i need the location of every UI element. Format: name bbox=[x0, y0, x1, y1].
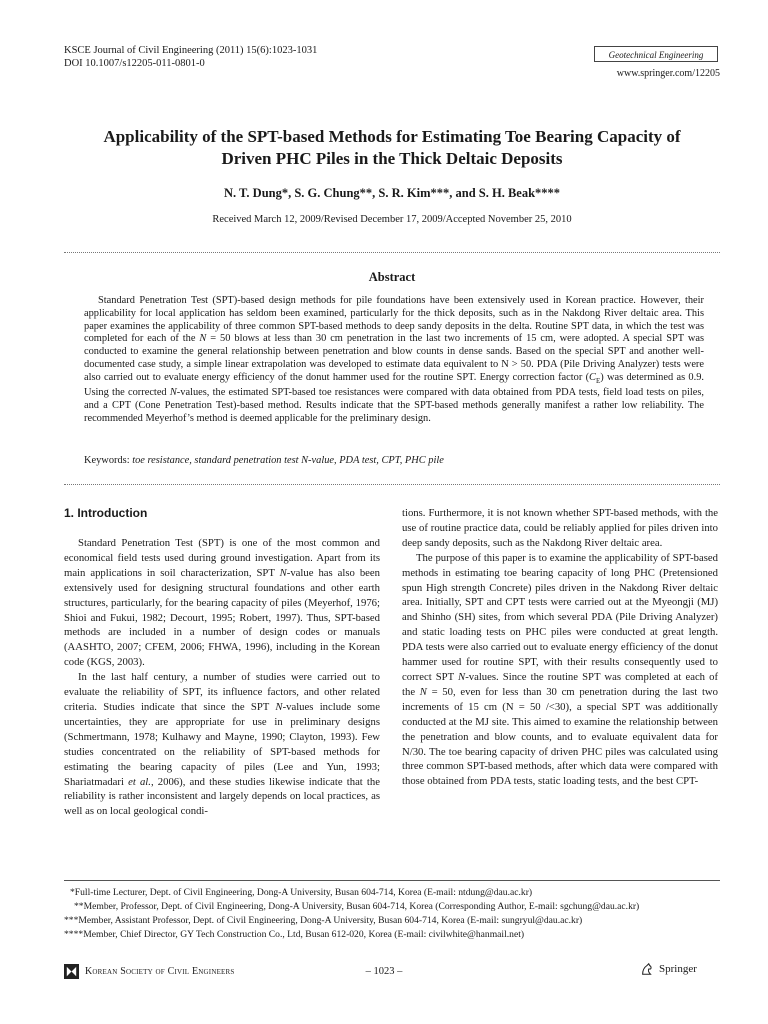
section-box: Geotechnical Engineering bbox=[594, 46, 718, 62]
abstract-heading: Abstract bbox=[368, 270, 416, 284]
ksce-logo bbox=[64, 964, 235, 979]
section-heading-introduction: 1. Introduction bbox=[64, 506, 148, 520]
footnote: ***Member, Assistant Professor, Dept. of Civil Engineering, Dong-A University, Busan 604-714, Korea (E-mail: sungryul@dau.ac.kr) bbox=[64, 915, 583, 926]
ksce-emblem-icon bbox=[64, 964, 79, 979]
abstract-body bbox=[84, 295, 704, 426]
keywords bbox=[84, 455, 704, 466]
keywords-label: Keywords: bbox=[84, 455, 133, 466]
abstract-paragraph: Standard Penetration Test (SPT)-based design methods for pile foundations have been extensively used in Korean practice. However, their applicability for local application has seldom been examined, particularly for the thick deposits, such as in the Nakdong River deltaic area. This paper examines the applicability of three common SPT-based methods to deep sandy deposits in the delta. Routine SPT data, in which the test was completed for each of the N = 50 blows at less than 30 cm penetration in the last two increments of 15 cm, were adopted. A special SPT was conducted to examine the general relationship between penetration and blow counts in dense sands. Based on the special SPT and another well-documented case study, a simple linear extrapolation was developed to estimate data equivalent to N > 50. PDA (Pile Driving Analyzer) tests were also carried out to evaluate energy efficiency of the donut hammer used for the routine SPT. Energy correction factor $(C_E)$ was determined as 0.9. Using the corrected N-values, the estimated SPT-based toe resistances were compared with data obtained from PDA tests, field load tests on piles, and a CPT (Cone Penetration Test)-based method. Results indicate that the SPT-based methods generally manifest a rather low reliability. The recommended Meyerhof’s method is deemed applicable for the preliminary design. bbox=[84, 295, 704, 424]
left-column bbox=[64, 506, 380, 819]
springer-logo bbox=[640, 962, 697, 976]
springer-horse-icon bbox=[640, 962, 654, 976]
title-line-2: Driven PHC Piles in the Thick Deltaic Deposits bbox=[221, 149, 563, 168]
publisher-name: Springer bbox=[659, 963, 697, 975]
society-name: Korean Society of Civil Engineers bbox=[85, 966, 235, 977]
right-column bbox=[402, 506, 718, 789]
page-number: – 1023 – bbox=[365, 966, 403, 977]
intro-paragraph-2: In the last half century, a number of studies were carried out to evaluate the reliability of SPT, its influence factors, and other related criteria. Studies indicate that since the SPT N-values include some uncertainties, they are appropriate for use in preliminary designs (Schmertmann, 1978; Kulhawy and Mayne, 1990; Clayton, 1993). Few studies concentrated on the reliability of SPT-based methods for estimating the bearing capacity of piles (Lee and Yun, 1993; Shariatmadari et al., 2006), and these studies likewise indicate that the reliability is rather inconsistent and largely depends on local practices, as well as on local geological condi- bbox=[64, 671, 380, 818]
paper-title bbox=[64, 126, 720, 170]
received-dates: Received March 12, 2009/Revised December 17, 2009/Accepted November 25, 2010 bbox=[212, 214, 572, 225]
journal-header bbox=[64, 44, 317, 70]
footnote: ****Member, Chief Director, GY Tech Construction Co., Ltd, Busan 612-020, Korea (E-mail: civilwhite@hanmail.net) bbox=[64, 929, 525, 940]
authors: N. T. Dung*, S. G. Chung**, S. R. Kim***, and S. H. Beak**** bbox=[223, 186, 561, 200]
footnote: *Full-time Lecturer, Dept. of Civil Engineering, Dong-A University, Busan 604-714, Korea (E-mail: ntdung@dau.ac.kr) bbox=[70, 887, 533, 898]
divider-bottom bbox=[64, 484, 720, 485]
divider-top bbox=[64, 252, 720, 253]
author-footnotes bbox=[64, 886, 720, 942]
intro-paragraph-3: The purpose of this paper is to examine the applicability of SPT-based methods in estimating toe bearing capacity of long PHC (Pretensioned spun High strength Concrete) piles driven in the Nakdong River deltaic area. Initially, SPT and CPT tests were carried out at the Myeongji (MJ) and Shinho (SH) sites, from which several PDA (Pile Driving Analyzer) and static loading tests on PHC piles were conducted at great length. PDA tests were also carried out to evaluate energy efficiency of the donut hammer used for routine SPT, with their results consequently used to correct SPT N-values. Since the routine SPT was completed at each of the N = 50, even for less than 30 cm penetration during the last two increments of 15 cm (N = 50 /<30), a special SPT was additionally conducted at the MJ site. This aimed to examine the relationship between the penetration and blow counts, and to evaluate equivalent data for N/30. The toe bearing capacity of driven PHC piles was calculated using three common SPT-based methods, after which data were compared with those obtained from PDA tests, static loading tests, and the best CPT- bbox=[402, 551, 719, 788]
intro-paragraph-continued: tions. Furthermore, it is not known whether SPT-based methods, with the use of routine practice data, could be reliably applied for piles driven into deep sandy deposits, such as the Nakdong River deltaic area. bbox=[402, 507, 718, 549]
footnote: **Member, Professor, Dept. of Civil Engineering, Dong-A University, Busan 604-714, Korea (Corresponding Author, E-mail: sgchung@dau.ac.kr) bbox=[74, 901, 640, 912]
journal-citation: KSCE Journal of Civil Engineering (2011) 15(6):1023-1031 bbox=[64, 45, 318, 56]
keywords-values: toe resistance, standard penetration test N-value, PDA test, CPT, PHC pile bbox=[132, 455, 444, 466]
intro-paragraph-1: Standard Penetration Test (SPT) is one of the most common and economical field tests used during ground investigation. Apart from its main applications in soil characterization, SPT N-value has also been extensively used for designing structural foundations and other earth structures, particularly, for the bearing capacity of piles (Meyerhof, 1976; Shioi and Fukui, 1982; Decourt, 1995; Robert, 1997). Thus, SPT-based methods are included in a number of design codes or manuals (AASHTO, 2007; CFEM, 2006; FHWA, 1996), including in the Korean code (KGS, 2003). bbox=[64, 537, 380, 669]
title-line-1: Applicability of the SPT-based Methods for Estimating Toe Bearing Capacity of bbox=[103, 127, 681, 146]
journal-url[interactable]: www.springer.com/12205 bbox=[616, 68, 720, 79]
doi: DOI 10.1007/s12205-011-0801-0 bbox=[64, 58, 205, 69]
footnote-rule bbox=[64, 880, 720, 881]
